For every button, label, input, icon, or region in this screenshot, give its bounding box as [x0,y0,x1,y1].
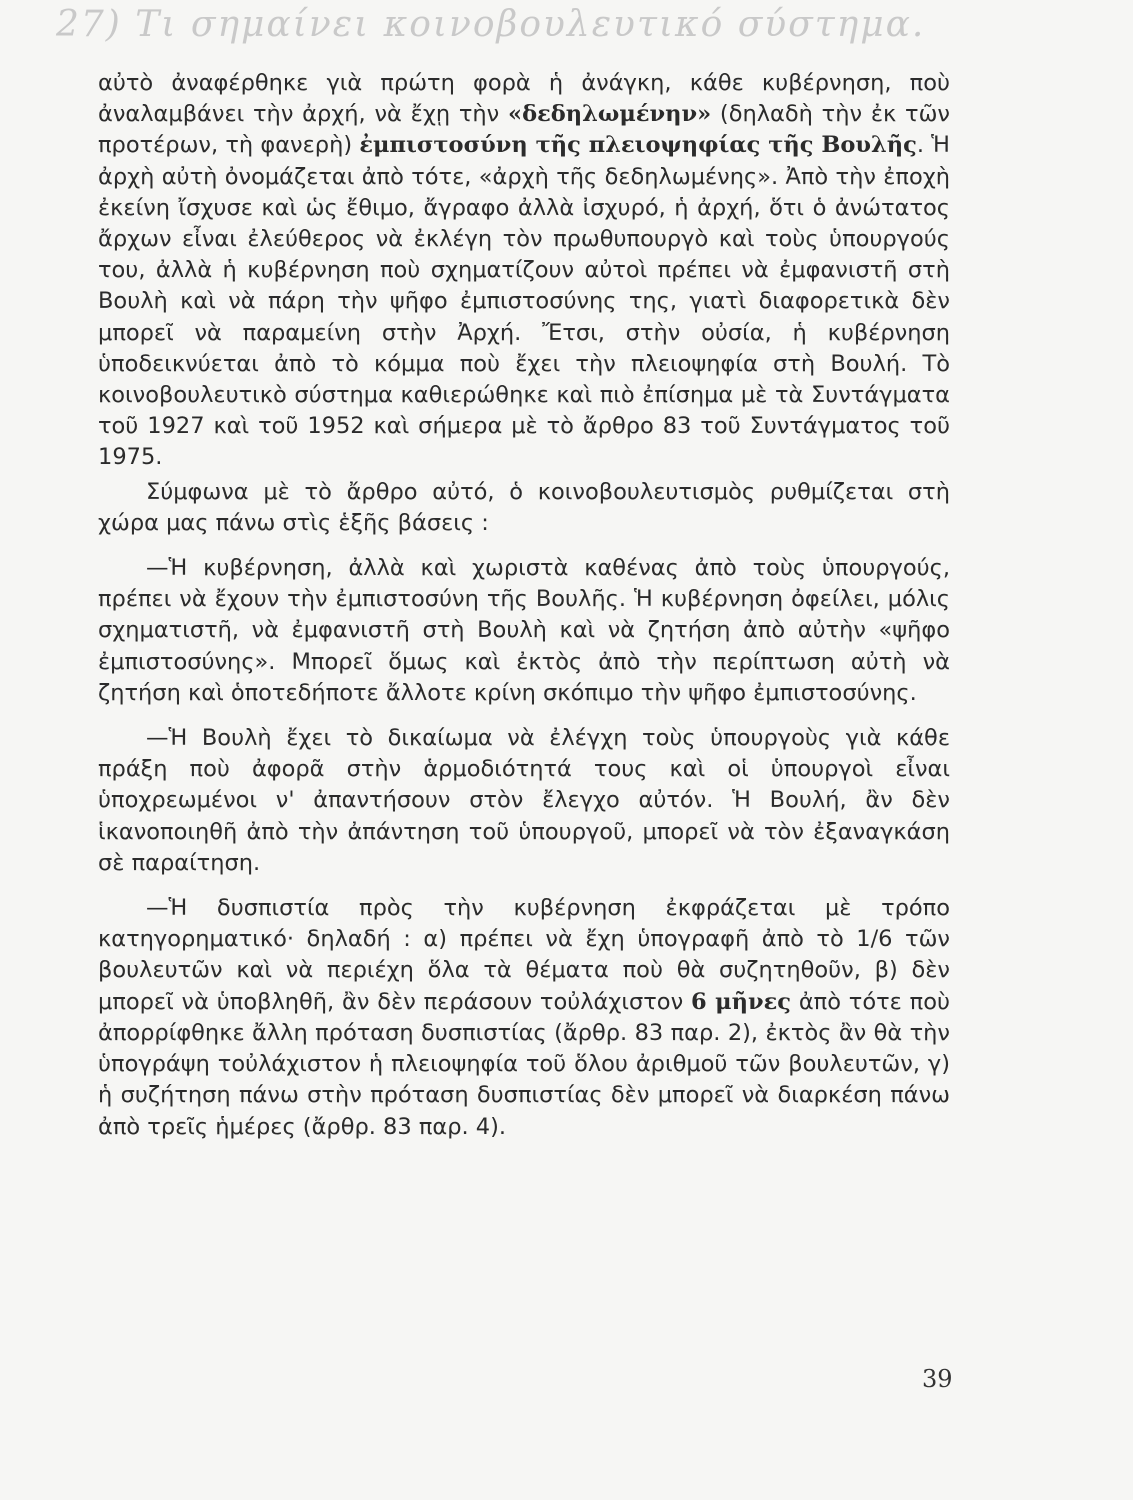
paragraph-intro: αὐτὸ ἀναφέρθηκε γιὰ πρώτη φορὰ ἡ ἀνάγκη, κάθε κυβέρνηση, ποὺ ἀναλαμβάνει τὴν ἀρχή, νὰ ἔχῃ τὴν «δεδηλωμένην» (δηλαδὴ τὴν ἐκ τῶν προτέρων, τὴ φανερὴ) ἐμπιστοσύνη τῆς πλειοψηφίας τῆς Βουλῆς. Ἡ ἀρχὴ αὐτὴ ὀνομάζεται ἀπὸ τότε, «ἀρχὴ τῆς δεδηλωμένης». Ἀπὸ τὴν ἐποχὴ ἐκείνη ἴσχυσε καὶ ὡς ἔθιμο, ἄγραφο ἀλλὰ ἰσχυρό, ἡ ἀρχή, ὅτι ὁ ἀνώτατος ἄρχων εἶναι ἐλεύθερος νὰ ἐκλέγη τὸν πρωθυπουργὸ καὶ τοὺς ὑπουργούς του, ἀλλὰ ἡ κυβέρνηση ποὺ σχηματίζουν αὐτοὶ πρέπει νὰ ἐμφανιστῆ στὴ Βουλὴ καὶ νὰ πάρη τὴν ψῆφο ἐμπιστοσύνης της, γιατὶ διαφορετικὰ δὲν μπορεῖ νὰ παραμείνη στὴν Ἀρχή. Ἔτσι, στὴν οὐσία, ἡ κυβέρνηση ὑποδεικνύεται ἀπὸ τὸ κόμμα ποὺ ἔχει τὴν πλειοψηφία στὴ Βουλή. Τὸ κοινοβουλευτικὸ σύστημα καθιερώθηκε καὶ πιὸ ἐπίσημα μὲ τὰ Συντάγματα τοῦ 1927 καὶ τοῦ 1952 καὶ σήμερα μὲ τὸ ἄρθρο 83 τοῦ Συντάγματος τοῦ 1975. [98,70,951,471]
paragraph-confidence: —Ἡ κυβέρνηση, ἀλλὰ καὶ χωριστὰ καθένας ἀπὸ τοὺς ὑπουργούς, πρέπει νὰ ἔχουν τὴν ἐμπιστοσύνη τῆς Βουλῆς. Ἡ κυβέρνηση ὀφείλει, μόλις σχηματιστῆ, νὰ ἐμφανιστῆ στὴ Βουλὴ καὶ νὰ ζητήση ἀπὸ αὐτὴν «ψῆφο ἐμπιστοσύνης». Μπορεῖ ὅμως καὶ ἐκτὸς ἀπὸ τὴν περίπτωση αὐτὴ νὰ ζητήση καὶ ὁποτεδήποτε ἄλλοτε κρίνη σκόπιμο τὴν ψῆφο ἐμπιστοσύνης. [98,555,950,706]
paragraph-control: —Ἡ Βουλὴ ἔχει τὸ δικαίωμα νὰ ἐλέγχη τοὺς ὑπουργοὺς γιὰ κάθε πράξη ποὺ ἀφορᾶ στὴν ἁρμοδιότητά τους καὶ οἱ ὑπουργοὶ εἶναι ὑποχρεωμένοι ν' ἀπαντήσουν στὸν ἔλεγχο αὐτόν. Ἡ Βουλή, ἂν δὲν ἱκανοποιηθῆ ἀπὸ τὴν ἀπάντηση τοῦ ὑπουργοῦ, μπορεῖ νὰ τὸν ἐξαναγκάση σὲ παραίτηση. [98,725,950,876]
bold-term: 6 μῆνες [690,988,791,1015]
bold-term: «δεδηλωμένην» [508,101,712,128]
paragraph-bases: Σύμφωνα μὲ τὸ ἄρθρο αὐτό, ὁ κοινοβουλευτισμὸς ρυθμίζεται στὴ χώρα μας πάνω στὶς ἑξῆς βάσεις : [98,478,950,536]
handwritten-annotation: 27) Τι σημαίνει κοινοβουλευτικό σύστημα. [56,4,926,45]
text-block [98,68,950,1143]
page-number: 39 [922,1365,953,1393]
paragraph-distrust: —Ἡ δυσπιστία πρὸς τὴν κυβέρνηση ἐκφράζεται μὲ τρόπο κατηγορηματικό· δηλαδή : α) πρέπει νὰ ἔχη ὑπογραφῆ ἀπὸ τὸ 1/6 τῶν βουλευτῶν καὶ νὰ περιέχη ὅλα τὰ θέματα ποὺ θὰ συζητηθοῦν, β) δὲν μπορεῖ νὰ ὑποβληθῆ, ἂν δὲν περάσουν τοὐλάχιστον 6 μῆνες ἀπὸ τότε ποὺ ἀπορρίφθηκε ἄλλη πρόταση δυσπιστίας (ἄρθρ. 83 παρ. 2), ἐκτὸς ἂν θὰ τὴν ὑπογράψη τοὐλάχιστον ἡ πλειοψηφία τοῦ ὅλου ἀριθμοῦ τῶν βουλευτῶν, γ) ἡ συζήτηση πάνω στὴν πρόταση δυσπιστίας δὲν μπορεῖ νὰ διαρκέση πάνω ἀπὸ τρεῖς ἡμέρες (ἄρθρ. 83 παρ. 4). [98,895,951,1140]
bold-term: ἐμπιστοσύνη τῆς πλειοψηφίας τῆς Βουλῆς [359,132,917,159]
